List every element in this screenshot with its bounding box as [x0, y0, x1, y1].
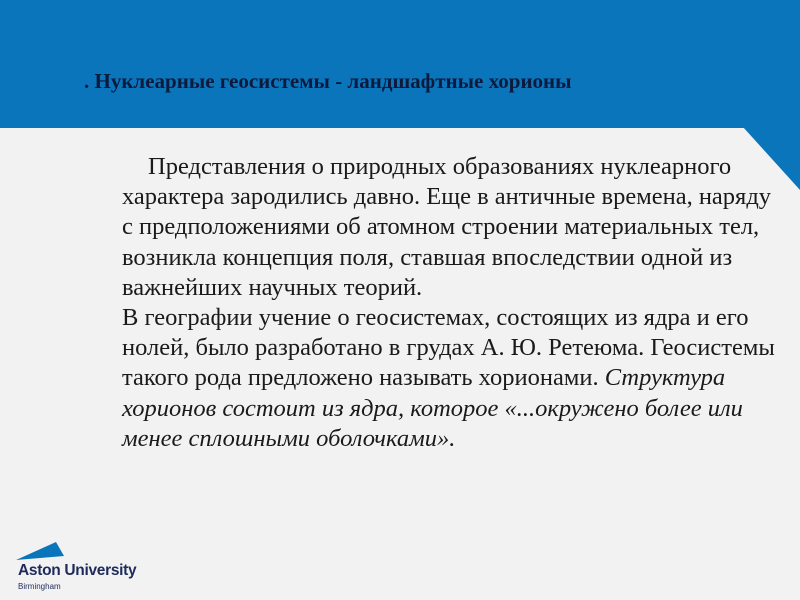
- slide-body: [122, 152, 782, 454]
- slide-title: . Нуклеарные геосистемы - ландшафтные хорионы: [84, 69, 572, 93]
- logo-triangle-icon: [16, 538, 72, 562]
- aston-university-logo: [12, 538, 142, 594]
- logo-name: Aston University: [18, 562, 137, 579]
- paragraph-2-italic: Структура хорионов состоит из ядра, которое «...окружено более или менее сплошными оболочками».: [122, 364, 743, 452]
- paragraph-2: [122, 303, 782, 454]
- logo-city: Birmingham: [18, 582, 61, 591]
- paragraph-1: Представления о природных образованиях нуклеарного характера зародились давно. Еще в античные времена, наряду с предположениями об атомном строении материальных тел, возникла концепция поля, ставшая впоследствии одной из важнейших научных теорий.: [122, 153, 772, 301]
- paragraph-2-plain: В географии учение о геосистемах, состоящих из ядра и его нолей, было разработано в грудах А. Ю. Ретеюма. Геосистемы такого рода предложено называть хорионами.: [122, 304, 775, 392]
